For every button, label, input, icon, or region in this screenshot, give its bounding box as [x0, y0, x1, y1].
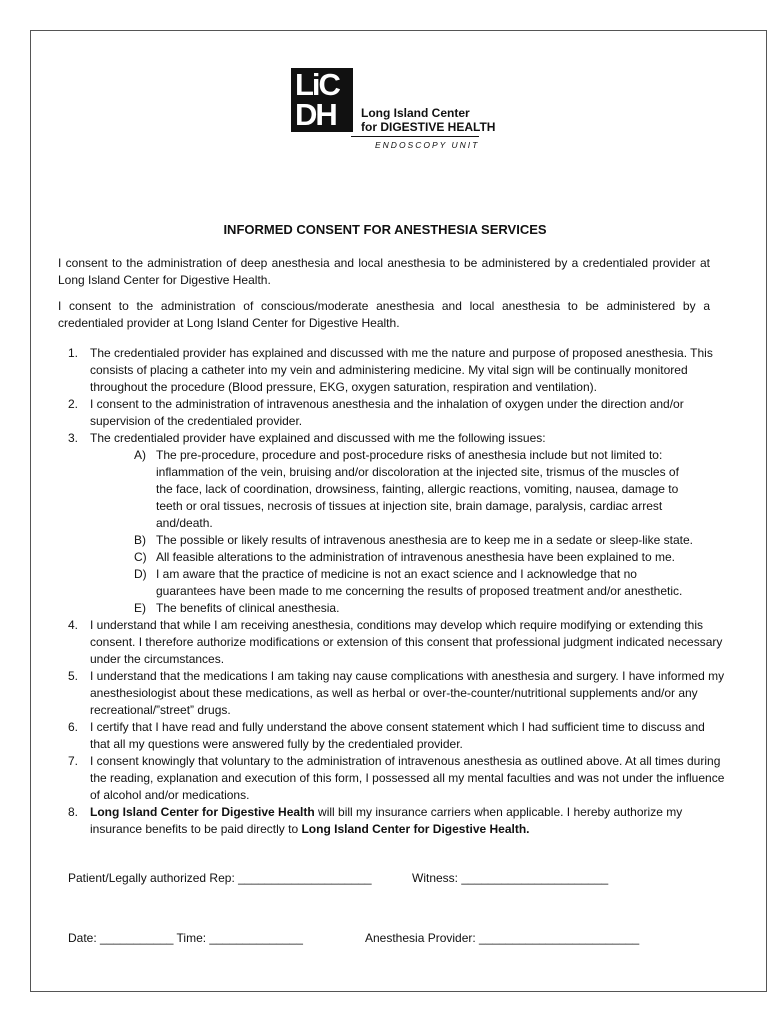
sublist-letter: E) [134, 601, 146, 615]
item-number: 1. [68, 346, 79, 360]
sublist-text: I am aware that the practice of medicine is not an exact science and I acknowledge that no guarantees have been made to me concerning the results of proposed treatment and/or anesthetic. [156, 567, 683, 598]
item-text: will bill my insurance carriers when applicable. I hereby authorize my insurance benefits to be paid directly to [90, 805, 683, 836]
provider-signature-field[interactable]: Anesthesia Provider: ________________________ [365, 931, 640, 945]
item-text: The credentialed provider has explained and discussed with me the nature and purpose of proposed anesthesia. This consists of placing a catheter into my vein and administering medicine. My vital sign will be continually monitored throughout the procedure (Blood pressure, EKG, oxygen saturation, respiration and ventilation). [90, 346, 713, 394]
list-item [58, 753, 728, 804]
sublist-letter: A) [134, 448, 146, 462]
sublist-item [128, 600, 696, 617]
item-text: I understand that the medications I am taking nay cause complications with anesthesia and surgery. I have informed my anesthesiologist about these medications, as well as herbal or over-the-counter/nutritional supplements and/or any recreational/”street” drugs. [90, 669, 725, 717]
logo-name-line2: for DIGESTIVE HEALTH [361, 120, 496, 134]
list-item [58, 345, 728, 396]
logo-name-line1: Long Island Center [361, 106, 470, 120]
logo-unit: ENDOSCOPY UNIT [375, 140, 480, 150]
payee-entity-name: Long Island Center for Digestive Health. [301, 822, 530, 836]
consent-paragraph-moderate: I consent to the administration of conscious/moderate anesthesia and local anesthesia to be administered by a credentialed provider at Long Island Center for Digestive Health. [58, 299, 710, 330]
patient-signature-field[interactable]: Patient/Legally authorized Rep: ____________________ [68, 871, 372, 885]
item-text: I understand that while I am receiving anesthesia, conditions may develop which require modifying or extending this consent. I therefore authorize modifications or extension of this consent that professional judgment indicated necessary under the circumstances. [90, 618, 723, 666]
sublist-text: All feasible alterations to the administration of intravenous anesthesia have been explained to me. [156, 550, 675, 564]
item-text: I consent to the administration of intravenous anesthesia and the inhalation of oxygen under the direction and/or supervision of the credentialed provider. [90, 397, 684, 428]
item-number: 4. [68, 618, 79, 632]
sublist-letter: D) [134, 567, 147, 581]
sublist-text: The pre-procedure, procedure and post-procedure risks of anesthesia include but not limited to: inflammation of the vein, bruising and/or discoloration at the injected site, trismus of the muscles of the face, lack of coordination, drowsiness, fainting, allergic reactions, vomiting, nausea, damage to teeth or oral tissues, necrosis of tissues at injection site, brain damage, paralysis, cardiac arrest and/death. [156, 448, 679, 530]
sublist-text: The benefits of clinical anesthesia. [156, 601, 340, 615]
item-number: 5. [68, 669, 79, 683]
risk-sublist [128, 447, 728, 617]
sublist-letter: C) [134, 550, 147, 564]
consent-paragraph-deep: I consent to the administration of deep anesthesia and local anesthesia to be administered by a credentialed provider at Long Island Center for Digestive Health. [58, 256, 710, 287]
witness-signature-field[interactable]: Witness: ______________________ [412, 871, 609, 885]
logo-mark-top: LiC [295, 67, 339, 102]
list-item [58, 430, 728, 447]
list-item [58, 719, 728, 753]
list-item [58, 617, 728, 668]
item-number: 3. [68, 431, 79, 445]
item-number: 6. [68, 720, 79, 734]
sublist-item [128, 549, 696, 566]
document-title: INFORMED CONSENT FOR ANESTHESIA SERVICES [223, 222, 547, 237]
billing-entity-name: Long Island Center for Digestive Health [90, 805, 315, 819]
logo-divider [351, 136, 479, 137]
lcdh-logo [291, 67, 496, 156]
item-number: 7. [68, 754, 79, 768]
item-text: The credentialed provider have explained and discussed with me the following issues: [90, 431, 546, 445]
sublist-item [128, 532, 696, 549]
consent-list [58, 345, 728, 838]
date-time-field[interactable]: Date: ___________ Time: ______________ [68, 931, 303, 945]
logo-mark [291, 68, 353, 132]
sublist-item [128, 447, 696, 532]
logo-mark-bottom: DH [295, 97, 336, 132]
list-item [58, 804, 728, 838]
sublist-letter: B) [134, 533, 146, 547]
item-text: I certify that I have read and fully understand the above consent statement which I had sufficient time to discuss and that all my questions were answered fully by the credentialed provider. [90, 720, 705, 751]
sublist-text: The possible or likely results of intravenous anesthesia are to keep me in a sedate or sleep-like state. [156, 533, 693, 547]
item-text: I consent knowingly that voluntary to the administration of intravenous anesthesia as outlined above. At all times during the reading, explanation and execution of this form, I possessed all my mental faculties and was not under the influence of alcohol and/or medications. [90, 754, 725, 802]
sublist-item [128, 566, 696, 600]
list-item [58, 668, 728, 719]
item-number: 8. [68, 805, 79, 819]
item-number: 2. [68, 397, 79, 411]
list-item [58, 396, 728, 430]
